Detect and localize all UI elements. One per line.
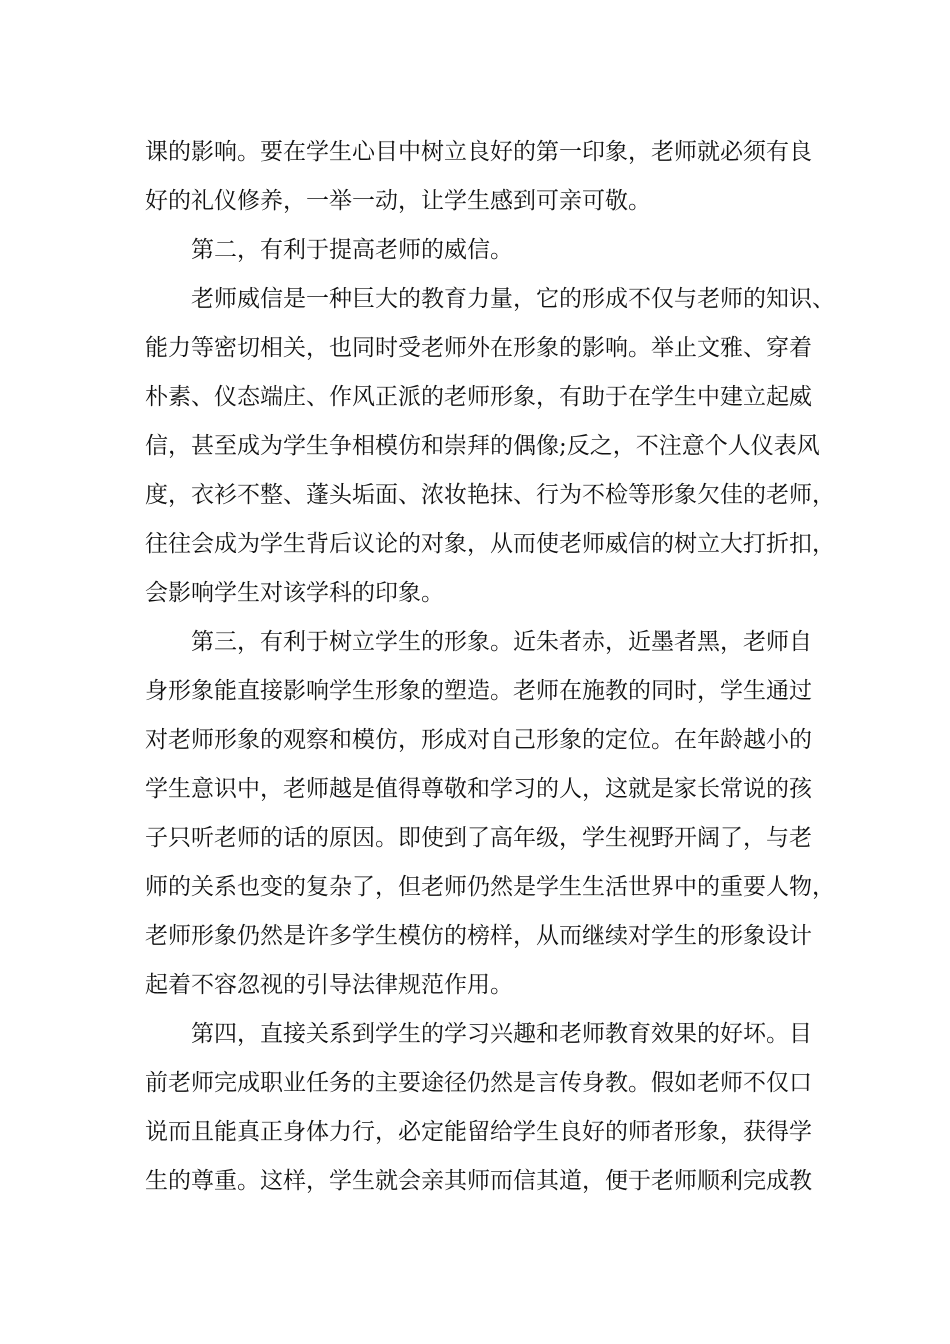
document-body bbox=[145, 128, 835, 1206]
text-line: 身形象能直接影响学生形象的塑造。老师在施教的同时，学生通过 bbox=[145, 678, 812, 704]
paragraph-3 bbox=[145, 275, 835, 618]
text-line: 课的影响。要在学生心目中树立良好的第一印象，老师就必须有良 bbox=[145, 139, 812, 165]
text-line: 前老师完成职业任务的主要途径仍然是言传身教。假如老师不仅口 bbox=[145, 1070, 812, 1096]
text-line: 起着不容忽视的引导法律规范作用。 bbox=[145, 972, 513, 998]
paragraph-5 bbox=[145, 1010, 835, 1206]
text-line: 往往会成为学生背后议论的对象，从而使老师威信的树立大打折扣， bbox=[145, 531, 835, 557]
text-line: 师的关系也变的复杂了，但老师仍然是学生生活世界中的重要人物， bbox=[145, 874, 835, 900]
paragraph-1 bbox=[145, 128, 835, 226]
text-line: 说而且能真正身体力行，必定能留给学生良好的师者形象，获得学 bbox=[145, 1119, 812, 1145]
text-line: 生的尊重。这样，学生就会亲其师而信其道，便于老师顺利完成教 bbox=[145, 1168, 812, 1194]
text-line: 朴素、仪态端庄、作风正派的老师形象，有助于在学生中建立起威 bbox=[145, 384, 812, 410]
text-line: 第四，直接关系到学生的学习兴趣和老师教育效果的好坏。目 bbox=[191, 1021, 812, 1047]
text-line: 能力等密切相关，也同时受老师外在形象的影响。举止文雅、穿着 bbox=[145, 335, 812, 361]
text-line: 第三，有利于树立学生的形象。近朱者赤，近墨者黑，老师自 bbox=[191, 629, 812, 655]
text-line: 会影响学生对该学科的印象。 bbox=[145, 580, 444, 606]
text-line: 度，衣衫不整、蓬头垢面、浓妆艳抹、行为不检等形象欠佳的老师， bbox=[145, 482, 835, 508]
text-line: 子只听老师的话的原因。即使到了高年级，学生视野开阔了，与老 bbox=[145, 825, 812, 851]
text-line: 学生意识中，老师越是值得尊敬和学习的人，这就是家长常说的孩 bbox=[145, 776, 812, 802]
text-line: 第二，有利于提高老师的威信。 bbox=[191, 237, 513, 263]
text-line: 信，甚至成为学生争相模仿和崇拜的偶像;反之，不注意个人仪表风 bbox=[145, 433, 820, 459]
text-line: 对老师形象的观察和模仿，形成对自己形象的定位。在年龄越小的 bbox=[145, 727, 812, 753]
text-line: 老师威信是一种巨大的教育力量，它的形成不仅与老师的知识、 bbox=[191, 286, 835, 312]
text-line: 老师形象仍然是许多学生模仿的榜样，从而继续对学生的形象设计 bbox=[145, 923, 812, 949]
paragraph-4 bbox=[145, 618, 835, 1010]
text-line: 好的礼仪修养，一举一动，让学生感到可亲可敬。 bbox=[145, 188, 651, 214]
paragraph-2 bbox=[145, 226, 835, 275]
